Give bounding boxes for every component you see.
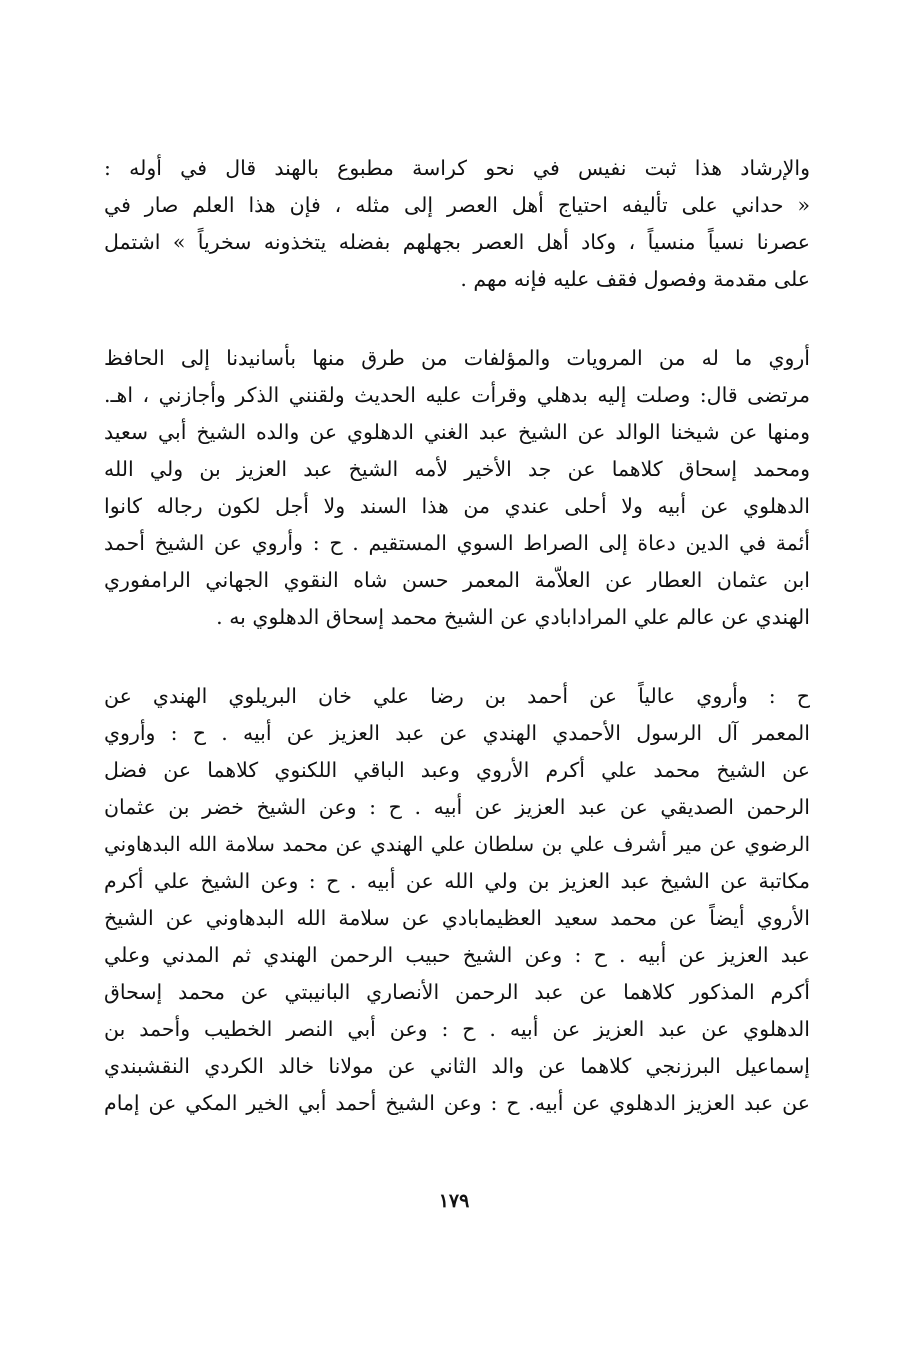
text-line: الدهلوي عن أبيه ولا أحلى عندي من هذا السند ولا أجل لكون رجاله كانوا [104, 494, 810, 518]
paragraph-chains-of-narration [104, 340, 810, 636]
text-line: ح : وأروي عالياً عن أحمد بن رضا علي خان البريلوي الهندي عن [104, 684, 810, 708]
text-line: والإرشاد هذا ثبت نفيس في نحو كراسة مطبوع بالهند قال في أوله : [104, 156, 810, 180]
text-line: الهندي عن عالم علي المرادابادي عن الشيخ محمد إسحاق الدهلوي به . [216, 605, 810, 629]
text-line: المعمر آل الرسول الأحمدي الهندي عن عبد العزيز عن أبيه . ح : وأروي [104, 721, 810, 745]
text-line: أكرم المذكور كلاهما عن عبد الرحمن الأنصاري البانيبتي عن محمد إسحاق [104, 980, 810, 1004]
text-line: عن عبد العزيز الدهلوي عن أبيه. ح : وعن الشيخ أحمد أبي الخير المكي عن إمام [104, 1091, 810, 1115]
text-line: « حداني على تأليفه احتياج أهل العصر إلى مثله ، فإن هذا العلم صار في [104, 193, 810, 217]
text-line: عن الشيخ محمد علي أكرم الأروي وعبد الباقي اللكنوي كلاهما عن فضل [104, 758, 810, 782]
text-line: على مقدمة وفصول فقف عليه فإنه مهم . [460, 267, 810, 291]
page-number: ١٧٩ [438, 1190, 470, 1212]
paragraph-further-chains [104, 678, 810, 1122]
text-line: الرضوي عن مير أشرف علي بن سلطان علي الهندي عن محمد سلامة الله البدهاوني [104, 832, 810, 856]
text-line: ابن عثمان العطار عن العلاّمة المعمر حسن شاه النقوي الجهاني الرامفوري [104, 568, 810, 592]
text-line: مرتضى قال: وصلت إليه بدهلي وقرأت عليه الحديث ولقنني الذكر وأجازني ، اهـ. [104, 383, 810, 407]
paragraph-thabat-description [104, 150, 810, 298]
text-line: ومحمد إسحاق كلاهما عن جد الأخير لأمه الشيخ عبد العزيز بن ولي الله [104, 457, 810, 481]
text-line: عصرنا نسياً منسياً ، وكاد أهل العصر بجهلهم بفضله يتخذونه سخرياً » اشتمل [104, 230, 810, 254]
text-line: أروي ما له من المرويات والمؤلفات من طرق منها بأسانيدنا إلى الحافظ [104, 346, 810, 370]
text-line: ومنها عن شيخنا الوالد عن الشيخ عبد الغني الدهلوي عن والده الشيخ أبي سعيد [104, 420, 810, 444]
text-line: الدهلوي عن عبد العزيز عن أبيه . ح : وعن أبي النصر الخطيب وأحمد بن [104, 1017, 810, 1041]
text-line: مكاتبة عن الشيخ عبد العزيز بن ولي الله عن أبيه . ح : وعن الشيخ علي أكرم [104, 869, 810, 893]
text-line: أئمة في الدين دعاة إلى الصراط السوي المستقيم . ح : وأروي عن الشيخ أحمد [104, 531, 810, 555]
text-line: عبد العزيز عن أبيه . ح : وعن الشيخ حبيب الرحمن الهندي ثم المدني وعلي [104, 943, 810, 967]
text-line: الرحمن الصديقي عن عبد العزيز عن أبيه . ح : وعن الشيخ خضر بن عثمان [104, 795, 810, 819]
text-line: إسماعيل البرزنجي كلاهما عن والد الثاني عن مولانا خالد الكردي النقشبندي [104, 1054, 810, 1078]
text-line: الأروي أيضاً عن محمد سعيد العظيمابادي عن سلامة الله البدهاوني عن الشيخ [104, 906, 810, 930]
